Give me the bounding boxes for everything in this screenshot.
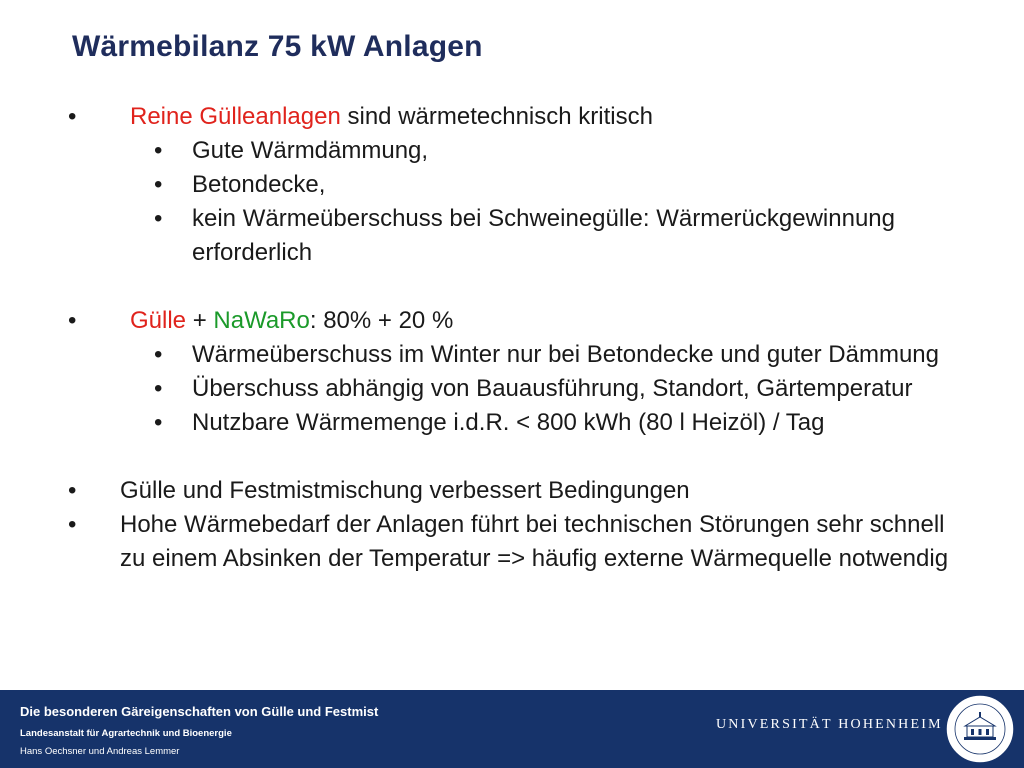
bullet-text: : 80% + 20 %: [309, 307, 454, 334]
bullet-text: Hohe Wärmebedarf der Anlagen führt bei technischen Störungen sehr schnell zu einem Absinken der Temperatur => häufig externe Wärmequelle notwendig: [120, 511, 949, 572]
sub-bullet-text: Überschuss abhängig von Bauausführung, Standort, Gärtemperatur: [192, 375, 913, 402]
highlight-nawaro: NaWaRo: [213, 307, 310, 334]
bullet-dot: •: [68, 103, 77, 130]
sub-bullet-text: Betondecke,: [192, 171, 326, 198]
sub-bullet-dot: •: [154, 137, 163, 164]
sub-bullet-dot: •: [154, 205, 163, 232]
bullet-dot: •: [68, 307, 77, 334]
spacer: [0, 270, 1024, 304]
sub-bullet-item: [0, 372, 1024, 406]
university-wordmark: UNIVERSITÄT HOHENHEIM: [716, 717, 943, 732]
footer-presentation-title: Die besonderen Gäreigenschaften von Gülle und Festmist: [20, 704, 379, 719]
sub-bullet-item: [0, 338, 1024, 372]
bullet-text: Gülle und Festmistmischung verbessert Bedingungen: [120, 477, 690, 504]
bullet-waermebedarf: [0, 508, 1024, 576]
plus-sign: +: [186, 307, 214, 334]
sub-bullet-dot: •: [154, 341, 163, 368]
bullet-text: sind wärmetechnisch kritisch: [340, 103, 653, 130]
bullet-festmist: [0, 474, 1024, 508]
highlight-reine-guelleanlagen: Reine Gülleanlagen: [130, 103, 341, 130]
sub-bullet-item: [0, 406, 1024, 440]
slide-title: Wärmebilanz 75 kW Anlagen: [72, 30, 483, 63]
highlight-guelle: Gülle: [130, 307, 187, 334]
sub-bullet-dot: •: [154, 409, 163, 436]
footer-authors: Hans Oechsner und Andreas Lemmer: [20, 746, 180, 757]
sub-bullet-text: kein Wärmeüberschuss bei Schweinegülle: Wärmerückgewinnung erforderlich: [192, 205, 895, 266]
sub-bullet-text: Wärmeüberschuss im Winter nur bei Betondecke und guter Dämmung: [192, 341, 939, 368]
spacer: [0, 440, 1024, 474]
sub-bullet-text: Gute Wärmdämmung,: [192, 137, 429, 164]
sub-bullet-item: [0, 202, 1024, 270]
sub-bullet-item: [0, 134, 1024, 168]
bullet-reine-guelleanlagen: [0, 100, 1024, 134]
bullet-dot: •: [68, 511, 77, 538]
footer-institute: Landesanstalt für Agrartechnik und Bioenergie: [20, 728, 232, 739]
bullet-dot: •: [68, 477, 77, 504]
university-seal-icon: [944, 693, 1016, 765]
footer-bar: [0, 690, 1024, 768]
sub-bullet-item: [0, 168, 1024, 202]
sub-bullet-dot: •: [154, 171, 163, 198]
slide-content: [0, 100, 1024, 576]
sub-bullet-dot: •: [154, 375, 163, 402]
bullet-guelle-nawaro: [0, 304, 1024, 338]
sub-bullet-text: Nutzbare Wärmemenge i.d.R. < 800 kWh (80 l Heizöl) / Tag: [192, 409, 825, 436]
